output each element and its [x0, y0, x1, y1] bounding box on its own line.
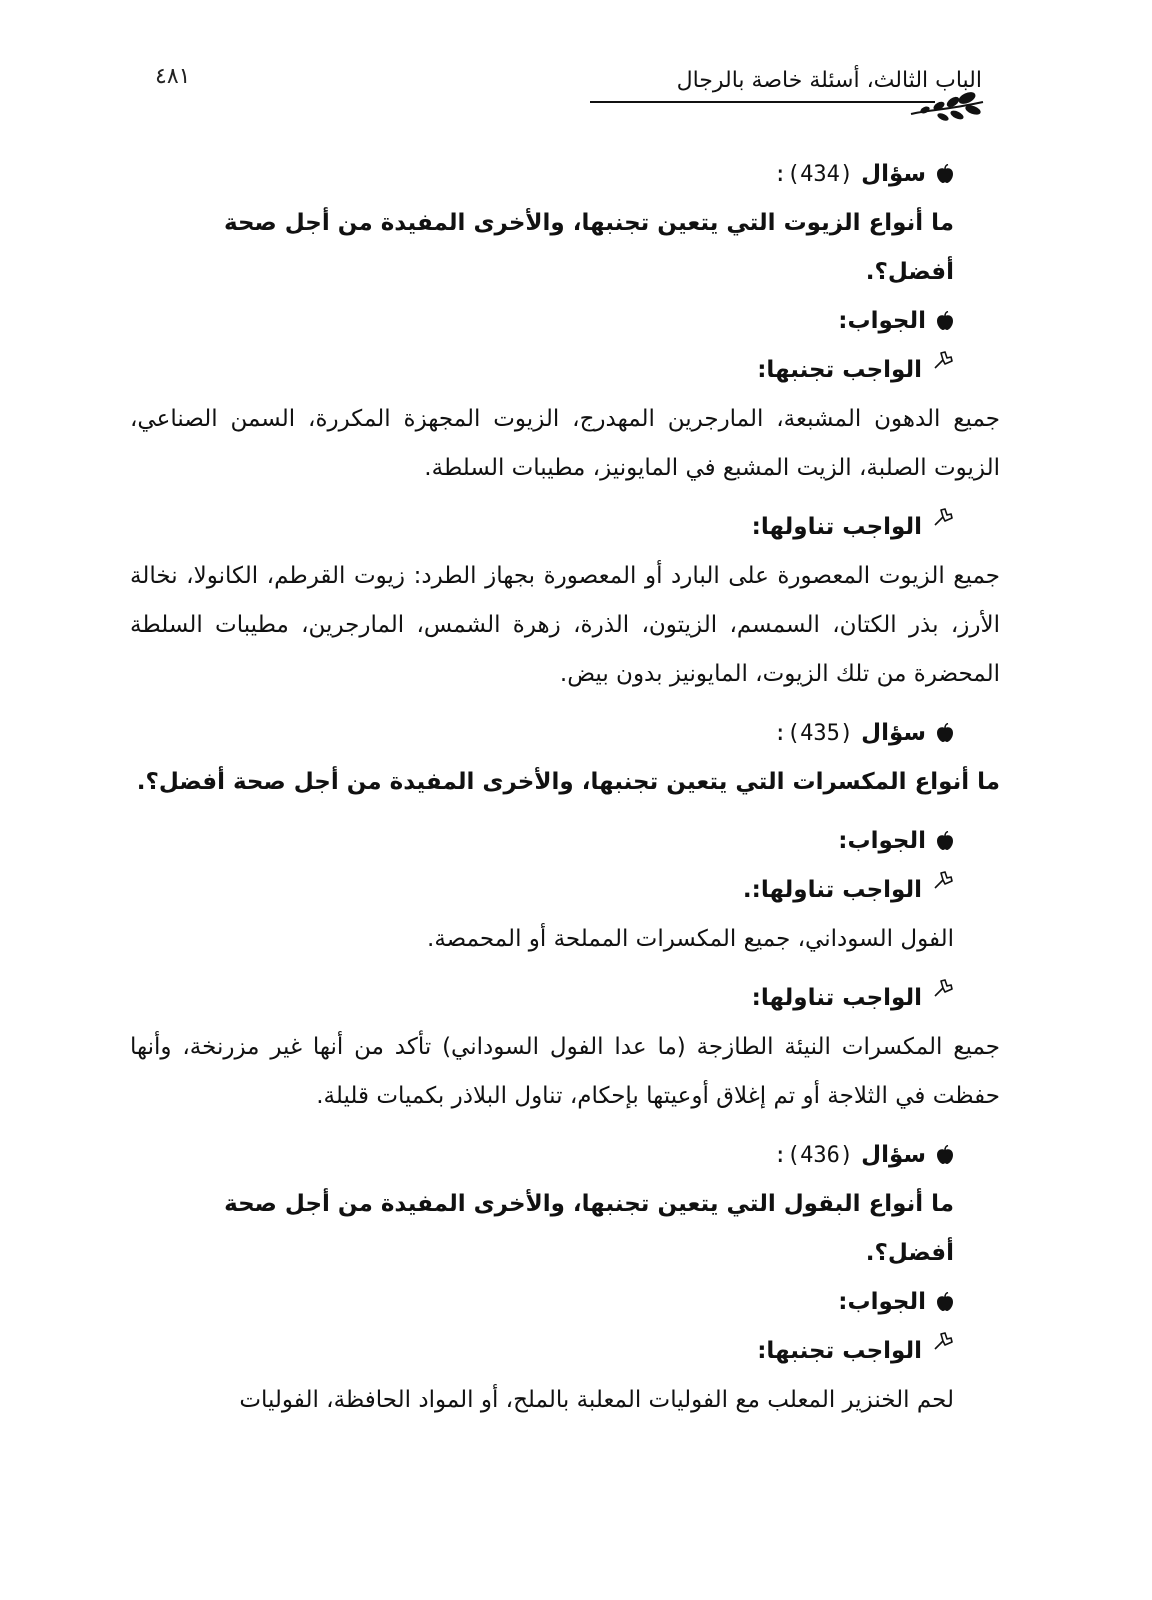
apple-icon [936, 311, 954, 331]
avoid-heading-434 [130, 346, 1000, 395]
apple-icon [936, 1292, 954, 1312]
avoid-label: الواجب تجنبها: [757, 1338, 922, 1364]
apple-icon [936, 723, 954, 743]
pointing-hand-icon [932, 506, 954, 528]
question-heading-435 [130, 709, 1000, 758]
question-number: (435): [773, 721, 854, 746]
question-heading-434 [130, 150, 1000, 199]
page-number: ٤٨١ [155, 64, 191, 89]
page-content [130, 150, 1000, 1425]
first-text-435: الفول السوداني، جميع المكسرات المملحة أو المحمصة. [427, 926, 954, 952]
apple-icon [936, 1145, 954, 1165]
question-number: (434): [773, 162, 854, 187]
apple-icon [936, 831, 954, 851]
answer-heading-434 [130, 297, 1000, 346]
question-label: سؤال [861, 720, 926, 746]
first-heading-435 [130, 866, 1000, 915]
answer-label: الجواب: [838, 1289, 926, 1315]
pointing-hand-icon [932, 349, 954, 371]
apple-icon [936, 164, 954, 184]
running-header: الباب الثالث، أسئلة خاصة بالرجال [676, 68, 982, 93]
header-rule [590, 101, 935, 103]
question-text-436: ما أنواع البقول التي يتعين تجنبها، والأخرى المفيدة من أجل صحة أفضل؟. [224, 1191, 954, 1266]
answer-heading-436 [130, 1278, 1000, 1327]
avoid-heading-436 [130, 1327, 1000, 1376]
leaf-branch-icon [907, 88, 987, 124]
avoid-text-434: جميع الدهون المشبعة، المارجرين المهدرج، الزيوت المجهزة المكررة، السمن الصناعي، الزيوت الصلبة، الزيت المشبع في المايونيز، مطيبات السلطة. [130, 406, 1000, 481]
eat-label: الواجب تناولها: [751, 514, 922, 540]
pointing-hand-icon [932, 977, 954, 999]
question-label: سؤال [861, 1142, 926, 1168]
question-text-434: ما أنواع الزيوت التي يتعين تجنبها، والأخرى المفيدة من أجل صحة أفضل؟. [224, 210, 954, 285]
second-text-435: جميع المكسرات النيئة الطازجة (ما عدا الفول السوداني) تأكد من أنها غير مزرنخة، وأنها حفظت في الثلاجة أو تم إغلاق أوعيتها بإحكام، تناول البلاذر بكميات قليلة. [130, 1034, 1000, 1109]
eat-heading-434 [130, 503, 1000, 552]
avoid-label: الواجب تجنبها: [757, 357, 922, 383]
second-label: الواجب تناولها: [751, 985, 922, 1011]
eat-text-434: جميع الزيوت المعصورة على البارد أو المعصورة بجهاز الطرد: زيوت القرطم، الكانولا، نخالة الأرز، بذر الكتان، السمسم، الزيتون، الذرة، زهرة الشمس، المارجرين، مطيبات السلطة المحضرة من تلك الزيوت، المايونيز بدون بيض. [130, 563, 1000, 687]
avoid-text-436: لحم الخنزير المعلب مع الفوليات المعلبة بالملح، أو المواد الحافظة، الفوليات [239, 1387, 954, 1413]
answer-label: الجواب: [838, 828, 926, 854]
question-number: (436): [773, 1143, 854, 1168]
answer-heading-435 [130, 817, 1000, 866]
question-heading-436 [130, 1131, 1000, 1180]
pointing-hand-icon [932, 1330, 954, 1352]
question-text-435: ما أنواع المكسرات التي يتعين تجنبها، والأخرى المفيدة من أجل صحة أفضل؟. [136, 769, 1000, 795]
answer-label: الجواب: [838, 308, 926, 334]
first-label: الواجب تناولها:. [742, 877, 922, 903]
second-heading-435 [130, 974, 1000, 1023]
pointing-hand-icon [932, 869, 954, 891]
question-label: سؤال [861, 161, 926, 187]
